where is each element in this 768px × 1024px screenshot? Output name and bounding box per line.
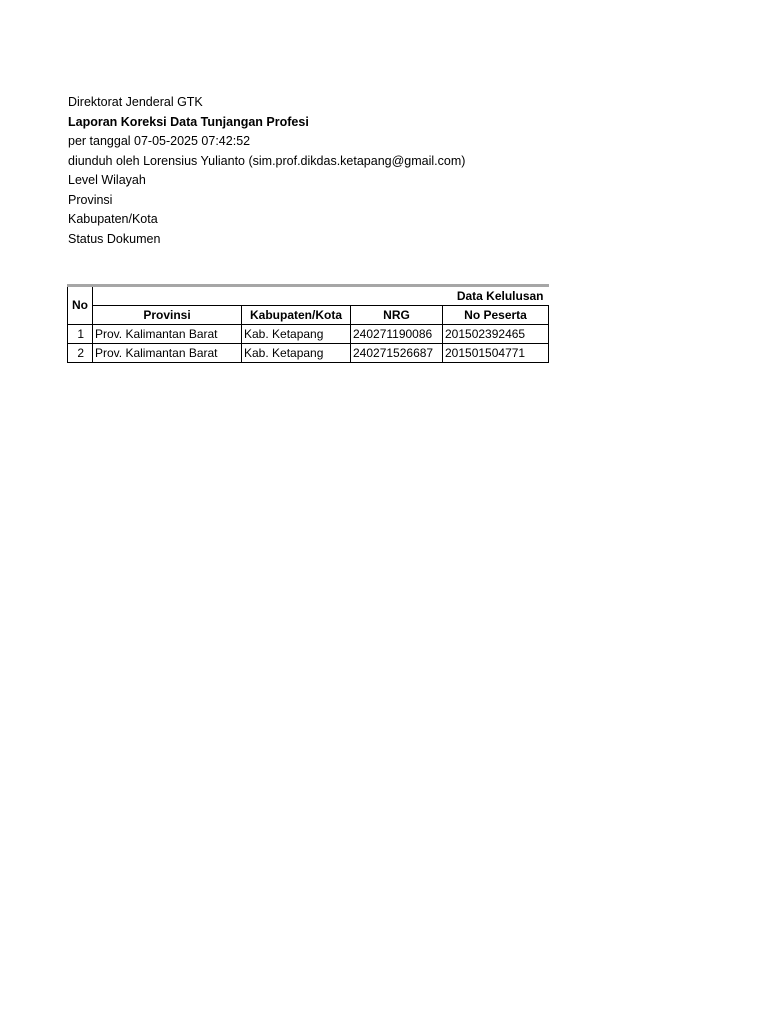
row-no-peserta: 201501504771 [443,344,549,363]
header-line-directorate: Direktorat Jenderal GTK [68,95,203,109]
column-header-provinsi: Provinsi [93,306,242,325]
table-group-header-row [68,286,549,306]
downloaded-by: diunduh oleh Lorensius Yulianto (sim.prof.dikdas.ketapang@gmail.com) [68,153,466,168]
table-row [68,344,549,363]
report-title: Laporan Koreksi Data Tunjangan Profesi [68,114,309,129]
provinsi-label: Provinsi [68,192,113,207]
column-header-kabupaten-kota: Kabupaten/Kota [242,306,351,325]
row-nrg: 240271190086 [351,325,443,344]
column-header-no: No [68,286,93,325]
row-no: 2 [68,344,93,363]
kabupaten-kota-label: Kabupaten/Kota [68,212,158,226]
row-nrg: 240271526687 [351,344,443,363]
level-wilayah-label: Level Wilayah [68,173,146,187]
column-header-no-peserta: No Peserta [443,306,549,325]
row-kabupaten-kota: Kab. Ketapang [242,325,351,344]
row-no: 1 [68,325,93,344]
group-header-data-kelulusan: Data Kelulusan [93,286,549,306]
row-kabupaten-kota: Kab. Ketapang [242,344,351,363]
row-provinsi: Prov. Kalimantan Barat [93,325,242,344]
column-header-nrg: NRG [351,306,443,325]
report-date: per tanggal 07-05-2025 07:42:52 [68,134,251,148]
row-provinsi: Prov. Kalimantan Barat [93,344,242,363]
status-dokumen-label: Status Dokumen [68,231,161,246]
data-table [67,284,549,363]
row-no-peserta: 201502392465 [443,325,549,344]
table-row [68,325,549,344]
table-column-header-row [68,306,549,325]
report-header [68,93,668,249]
